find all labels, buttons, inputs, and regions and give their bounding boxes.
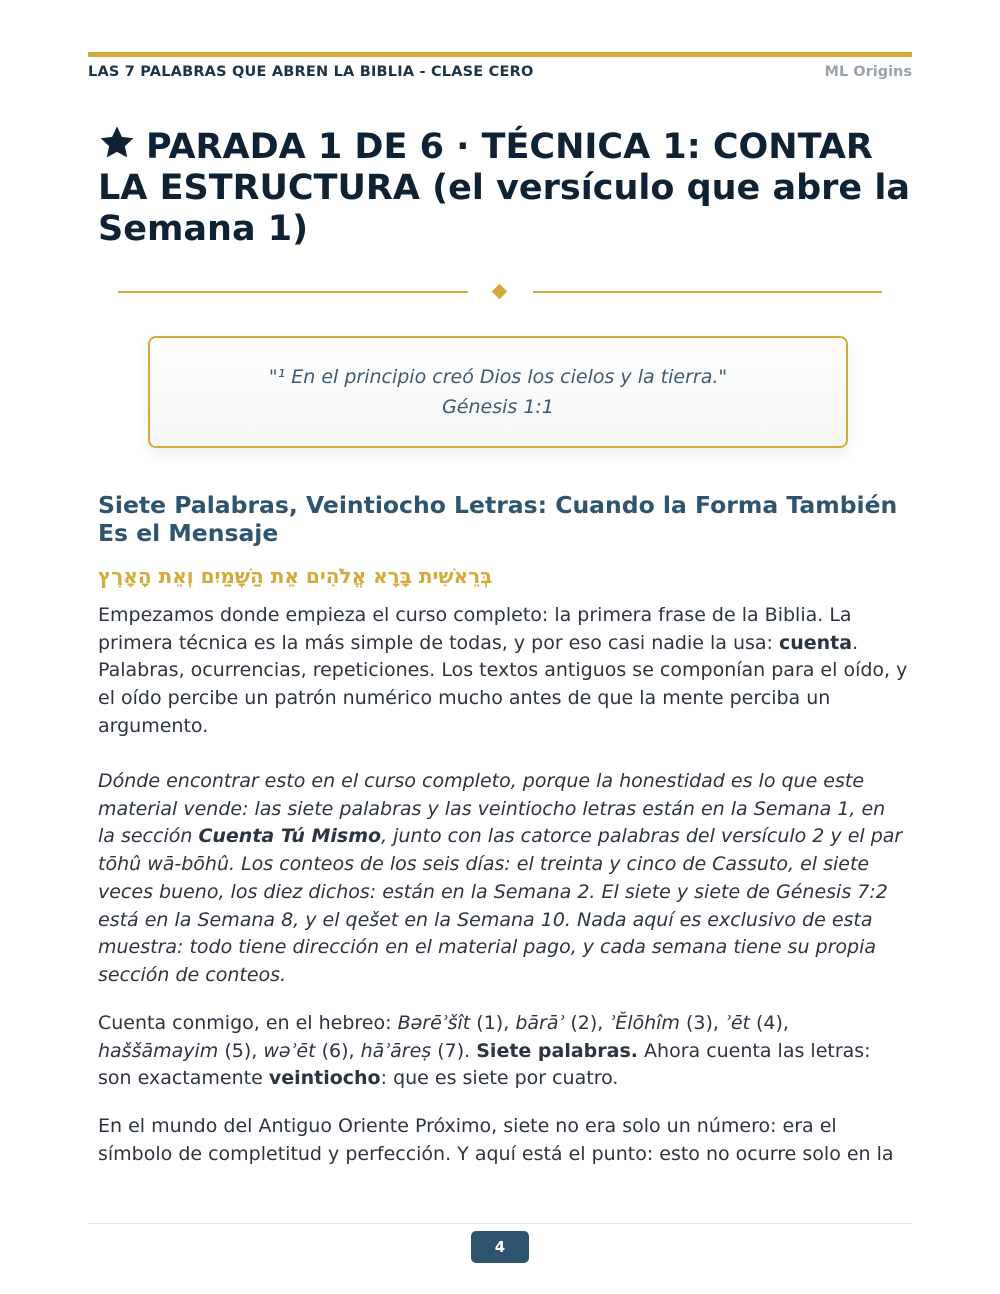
hebrew-transliteration: ʾĔlōhîm: [609, 1012, 680, 1034]
text-run: Empezamos donde empieza el curso completo: la primera frase de la Biblia. La primera técnica es la más simple de todas, y por eso casi nadie la usa:: [98, 604, 852, 654]
footer-rule: [88, 1223, 912, 1224]
paragraph-seven-symbolism: En el mundo del Antiguo Oriente Próximo, siete no era solo un número: era el símbolo de completitud y perfección. Y aquí está el punto: esto no ocurre solo en la: [98, 1115, 894, 1165]
scripture-quote-box: [148, 336, 848, 448]
bold-term: cuenta: [778, 631, 853, 654]
text-run: : que es siete por cuatro.: [380, 1067, 619, 1090]
hebrew-transliteration: haššāmayim: [98, 1039, 219, 1062]
hebrew-transliteration: bārāʾ: [515, 1012, 565, 1034]
page-number-badge: 4: [471, 1231, 529, 1263]
section-title-text: PARADA 1 DE 6 · TÉCNICA 1: CONTAR LA ESTRUCTURA (el versículo que abre la Semana 1): [98, 127, 910, 249]
text-run: Cuenta conmigo, en el hebreo:: [98, 1012, 398, 1034]
hebrew-transliteration: hāʾāreṣ: [360, 1039, 432, 1062]
paragraph-count-words: [98, 1010, 908, 1093]
paragraph-intro: [98, 602, 908, 741]
text-run: Dónde encontrar esto en el curso completo, porque la honestidad es lo que este material vende: las siete palabras y las veintiocho letras están en la Semana 1, en la sección: [98, 770, 886, 848]
text-run: Ahora cuenta las letras: son exactamente: [98, 1039, 871, 1090]
paragraph-course-note: [98, 768, 908, 990]
text-run: (4),: [749, 1012, 789, 1034]
bold-term: veintiocho: [268, 1067, 381, 1090]
text-run: (7).: [431, 1039, 477, 1062]
section-title: [98, 124, 918, 250]
text-run: (5),: [218, 1039, 264, 1062]
text-run: (1),: [470, 1012, 516, 1034]
quote-text: "¹ En el principio creó Dios los cielos y la tierra.": [268, 366, 728, 388]
text-run: . Palabras, ocurrencias, repeticiones. Los textos antiguos se componían para el oído, y el oído percibe un patrón numérico mucho antes de que la mente perciba un argumento.: [98, 631, 908, 737]
top-accent-bar: [88, 52, 912, 57]
hebrew-transliteration: wəʾēt: [263, 1039, 316, 1062]
brand-name: ML Origins: [824, 64, 912, 80]
ornamental-divider: [118, 284, 882, 304]
running-title: LAS 7 PALABRAS QUE ABREN LA BIBLIA - CLASE CERO: [88, 64, 534, 80]
text-run: (6),: [315, 1039, 361, 1062]
star-icon: [98, 124, 136, 162]
quote-reference: Génesis 1:1: [442, 396, 554, 418]
hebrew-transliteration: Bərēʾšît: [397, 1012, 471, 1034]
hebrew-transliteration: ʾēt: [724, 1012, 750, 1034]
text-run: (3),: [679, 1012, 725, 1034]
text-run: (2),: [564, 1012, 610, 1034]
text-run: , junto con las catorce palabras del versículo 2 y el par tōhû wā-bōhû. Los conteos de los seis días: el treinta y cinco de Cassuto, el siete veces bueno, los diez dichos: están en la Semana 2. El siete y siete de Génesis 7:2 está en la Semana 8, y el qešet en la Semana 10. Nada aquí es exclusivo de esta muestra: todo tiene dirección en el material pago, y cada semana tiene su propia sección de conteos.: [98, 825, 903, 986]
hebrew-verse: בְּרֵאשִׁית בָּרָא אֱלֹהִים אֵת הַשָּׁמַיִם וְאֵת הָאָרֶץ: [98, 564, 493, 588]
running-header: [88, 62, 912, 82]
subheading: Siete Palabras, Veintiocho Letras: Cuando la Forma También Es el Mensaje: [98, 491, 898, 547]
bold-term: Siete palabras.: [476, 1039, 638, 1062]
bold-term: Cuenta Tú Mismo: [198, 825, 382, 848]
diamond-icon: [492, 284, 508, 300]
